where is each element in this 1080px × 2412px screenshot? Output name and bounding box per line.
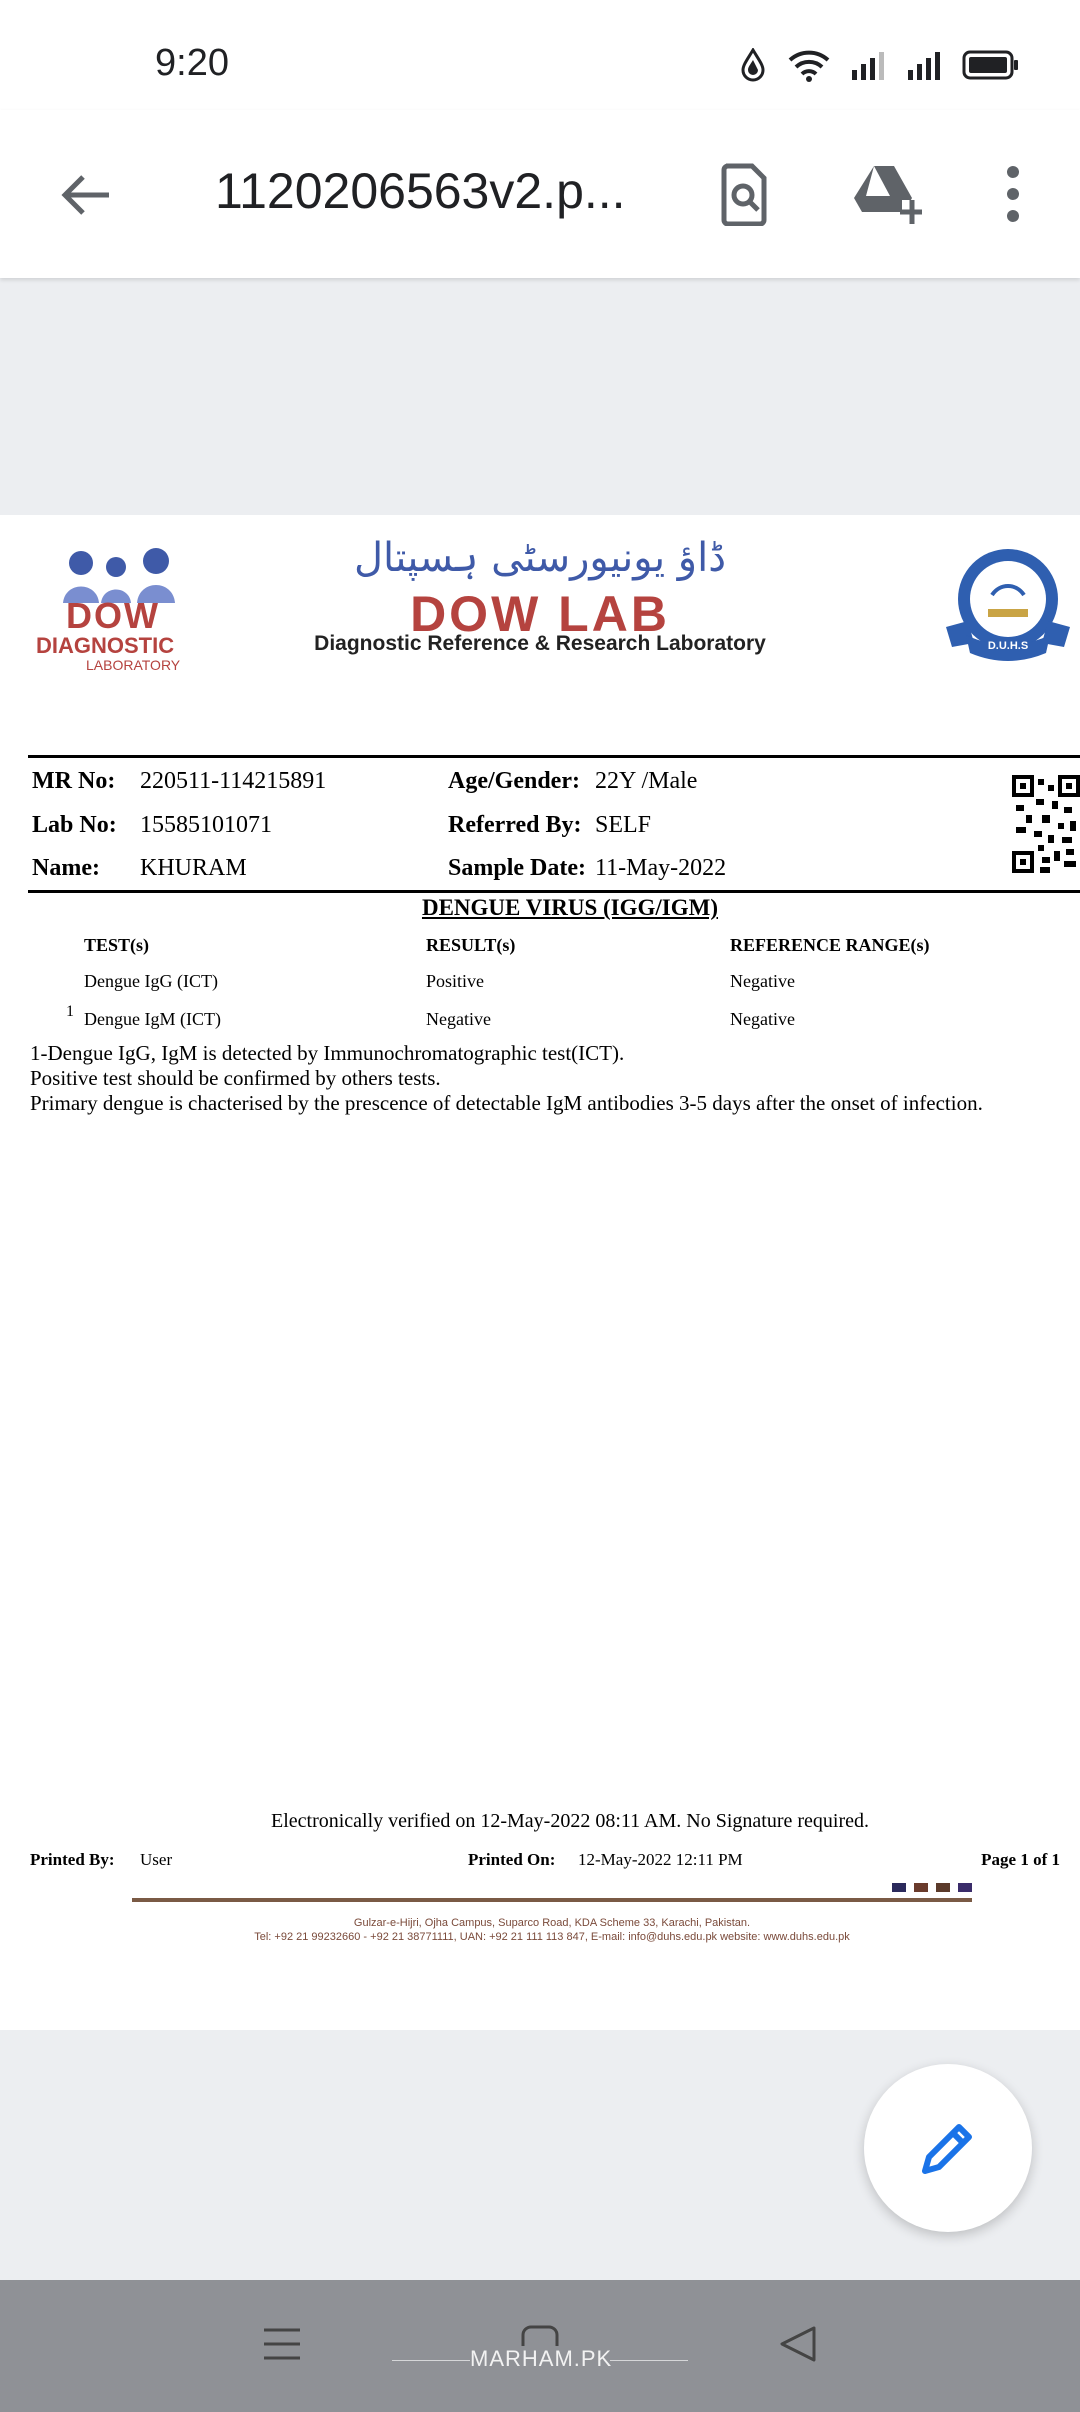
result-row-result: Positive xyxy=(426,971,485,991)
lab-tagline: Diagnostic Reference & Research Laboratory xyxy=(314,632,766,655)
left-logo-line3: LABORATORY xyxy=(86,657,181,673)
mr-label: MR No: xyxy=(32,768,116,794)
footer-color-squares xyxy=(892,1883,972,1892)
signal-icon xyxy=(906,50,942,80)
verification-note: Electronically verified on 12-May-2022 08:11 AM. No Signature required. xyxy=(271,1810,869,1832)
referred-label: Referred By: xyxy=(448,812,582,838)
age-value: 22Y /Male xyxy=(595,768,698,794)
section-title: DENGUE VIRUS (IGG/IGM) xyxy=(421,895,719,920)
result-row-marker: 1 xyxy=(66,1003,74,1020)
urdu-hospital-name: ڈاؤ یونیورسٹی ہسپتال xyxy=(353,535,727,581)
age-label: Age/Gender: xyxy=(448,768,580,794)
footer-rule xyxy=(132,1898,972,1902)
result-row-range: Negative xyxy=(730,971,795,991)
sample-date-label: Sample Date: xyxy=(448,855,586,881)
referred-value: SELF xyxy=(595,812,652,838)
note-line: Primary dengue is chacterised by the prescence of detectable IgM antibodies 3-5 days after the onset of infection. xyxy=(30,1091,983,1115)
find-in-page-icon[interactable] xyxy=(712,162,776,226)
result-row-test: Dengue IgM (ICT) xyxy=(84,1009,221,1029)
edit-pencil-icon xyxy=(917,2117,979,2179)
column-header-test: TEST(s) xyxy=(84,935,150,955)
printed-on-value: 12-May-2022 12:11 PM xyxy=(578,1850,743,1869)
sample-date-value: 11-May-2022 xyxy=(595,855,727,881)
wifi-icon xyxy=(788,48,830,82)
page-number: Page 1 of 1 xyxy=(981,1850,1060,1869)
document-title: 1120206563v2.p... xyxy=(215,163,626,219)
drive-add-icon[interactable] xyxy=(852,162,922,226)
back-arrow-icon[interactable] xyxy=(55,165,115,225)
system-nav-bar xyxy=(0,2280,1080,2412)
more-vert-icon[interactable] xyxy=(990,162,1036,226)
name-value: KHURAM xyxy=(140,855,247,881)
mr-value: 220511-114215891 xyxy=(140,768,327,794)
battery-icon xyxy=(962,50,1020,80)
column-header-result: RESULT(s) xyxy=(426,935,516,955)
result-row-result: Negative xyxy=(426,1009,491,1029)
pdf-page xyxy=(0,515,1080,2030)
lab-no-label: Lab No: xyxy=(32,812,117,838)
dow-diagnostic-logo xyxy=(36,545,196,675)
printed-by-value: User xyxy=(140,1850,173,1869)
back-triangle-icon[interactable] xyxy=(778,2324,818,2364)
qr-code xyxy=(1012,775,1080,875)
duhs-seal xyxy=(940,543,1076,663)
printed-on-label: Printed On: xyxy=(468,1850,556,1869)
status-icons xyxy=(738,48,1020,82)
edit-button[interactable] xyxy=(864,2064,1032,2232)
watermark: MARHAM.PK xyxy=(470,2346,613,2371)
lab-name: DOW LAB xyxy=(410,586,670,642)
note-line: Positive test should be confirmed by others tests. xyxy=(30,1066,441,1090)
footer-address: Gulzar-e-Hijri, Ojha Campus, Suparco Road, KDA Scheme 33, Karachi, Pakistan. xyxy=(353,1917,751,1929)
menu-icon[interactable] xyxy=(262,2324,302,2364)
app-bar xyxy=(0,110,1080,278)
seal-text: D.U.H.S xyxy=(987,640,1029,652)
result-row-range: Negative xyxy=(730,1009,795,1029)
printed-by-label: Printed By: xyxy=(30,1850,115,1869)
note-line: 1-Dengue IgG, IgM is detected by Immunochromatographic test(ICT). xyxy=(30,1041,625,1065)
footer-contact: Tel: +92 21 99232660 - +92 21 38771111, UAN: +92 21 111 113 847, E-mail: info@duhs.edu.pk website: www.duhs.edu.pk xyxy=(254,1931,850,1943)
signal-icon xyxy=(850,50,886,80)
divider-line xyxy=(28,755,1080,758)
column-header-range: REFERENCE RANGE(s) xyxy=(730,935,930,955)
lab-no-value: 15585101071 xyxy=(140,812,272,838)
data-saver-icon xyxy=(738,48,768,82)
left-logo-line1: DOW xyxy=(66,595,160,636)
status-bar xyxy=(0,0,1080,110)
result-row-test: Dengue IgG (ICT) xyxy=(84,971,218,991)
status-time: 9:20 xyxy=(155,42,229,84)
left-logo-line2: DIAGNOSTIC xyxy=(36,633,175,658)
name-label: Name: xyxy=(32,855,100,881)
divider-line xyxy=(28,890,1080,893)
